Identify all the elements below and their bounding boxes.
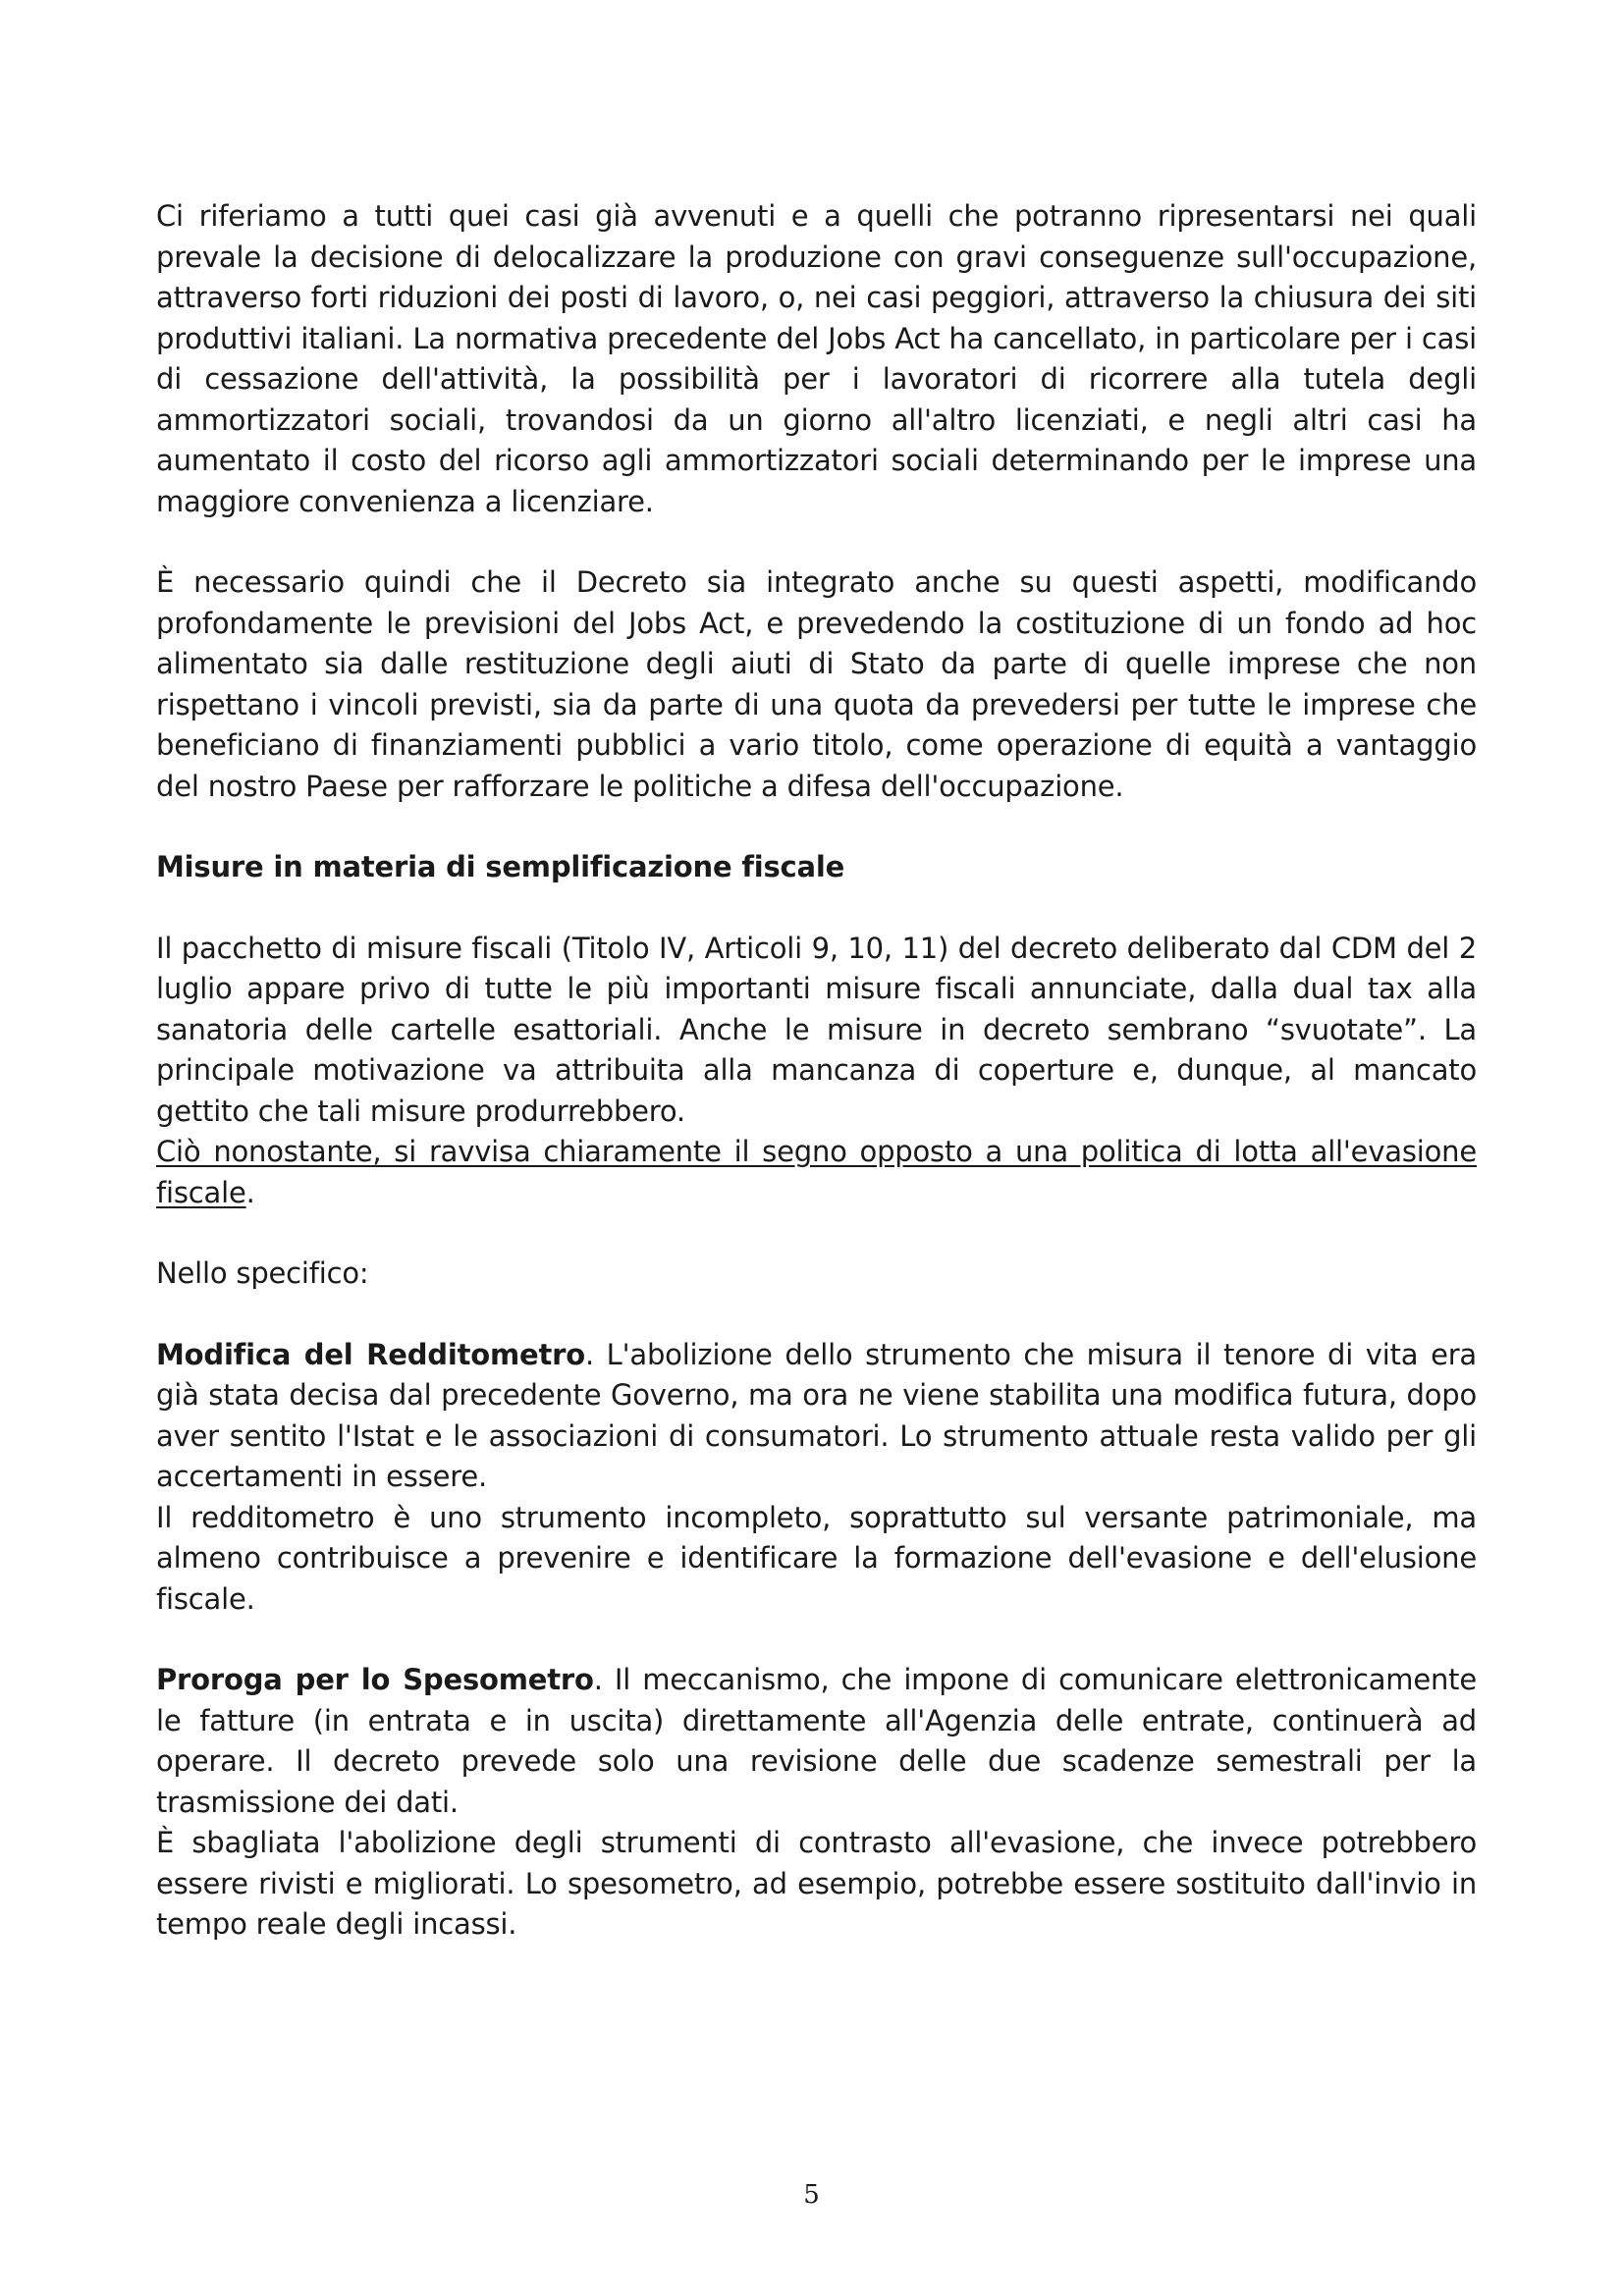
page-number: 5 bbox=[803, 2180, 820, 2210]
redditometro-title: Modifica del Redditometro bbox=[156, 1337, 585, 1371]
paragraph-nello-specifico: Nello specifico: bbox=[156, 1256, 369, 1290]
redditometro-text: . L'abolizione dello strumento che misura il tenore di vita era già stata decisa dal precedente Governo, ma ora ne viene stabilita una modifica futura, dopo aver sentito l'Istat e le associazioni di consumatori. Lo strumento attuale resta valido per gli accertamenti in essere. bbox=[156, 1337, 1477, 1493]
page-body bbox=[156, 196, 1477, 1946]
spesometro-text: . Il meccanismo, che impone di comunicare elettronicamente le fatture (in entrata e in uscita) direttamente all'Agenzia delle entrate, continuerà ad operare. Il decreto prevede solo una revisione delle due scadenze semestrali per la trasmissione dei dati. bbox=[156, 1663, 1477, 1819]
paragraph-fondo-occupazione: È necessario quindi che il Decreto sia integrato anche su questi aspetti, modificando profondamente le previsioni del Jobs Act, e prevedendo la costituzione di un fondo ad hoc alimentato sia dalle restituzione degli aiuti di Stato da parte di quelle imprese che non rispettano i vincoli previsti, sia da parte di una quota da prevedersi per tutte le imprese che beneficiano di finanziamenti pubblici a vario titolo, come operazione di equità a vantaggio del nostro Paese per rafforzare le politiche a difesa dell'occupazione. bbox=[156, 565, 1477, 803]
paragraph-evasione-fiscale bbox=[156, 1132, 1477, 1213]
section-heading: Misure in materia di semplificazione fiscale bbox=[156, 850, 845, 883]
underlined-statement: Ciò nonostante, si ravvisa chiaramente il segno opposto a una politica di lotta all'evasione fiscale bbox=[156, 1135, 1477, 1209]
paragraph-redditometro bbox=[156, 1335, 1477, 1498]
paragraph-strumenti-contrasto: È sbagliata l'abolizione degli strumenti di contrasto all'evasione, che invece potrebbero essere rivisti e migliorati. Lo spesometro, ad esempio, potrebbe essere sostituito dall'invio in tempo reale degli incassi. bbox=[156, 1826, 1477, 1941]
statement-period: . bbox=[245, 1175, 255, 1209]
paragraph-redditometro-valutazione: Il redditometro è uno strumento incompleto, soprattutto sul versante patrimoniale, ma almeno contribuisce a prevenire e identificare la formazione dell'evasione e dell'elusione fiscale. bbox=[156, 1500, 1477, 1616]
paragraph-pacchetto-fiscale: Il pacchetto di misure fiscali (Titolo IV, Articoli 9, 10, 11) del decreto deliberato dal CDM del 2 luglio appare privo di tutte le più importanti misure fiscali annunciate, dalla dual tax alla sanatoria delle cartelle esattoriali. Anche le misure in decreto sembrano “svuotate”. La principale motivazione va attribuita alla mancanza di coperture e, dunque, al mancato gettito che tali misure produrrebbero. bbox=[156, 931, 1477, 1128]
spesometro-title: Proroga per lo Spesometro bbox=[156, 1663, 594, 1696]
paragraph-delocalizzazione: Ci riferiamo a tutti quei casi già avvenuti e a quelli che potranno ripresentarsi nei quali prevale la decisione di delocalizzare la produzione con gravi conseguenze sull'occupazione, attraverso forti riduzioni dei posti di lavoro, o, nei casi peggiori, attraverso la chiusura dei siti produttivi italiani. La normativa precedente del Jobs Act ha cancellato, in particolare per i casi di cessazione dell'attività, la possibilità per i lavoratori di ricorrere alla tutela degli ammortizzatori sociali, trovandosi da un giorno all'altro licenziati, e negli altri casi ha aumentato il costo del ricorso agli ammortizzatori sociali determinando per le imprese una maggiore convenienza a licenziare. bbox=[156, 199, 1477, 518]
paragraph-spesometro bbox=[156, 1660, 1477, 1823]
